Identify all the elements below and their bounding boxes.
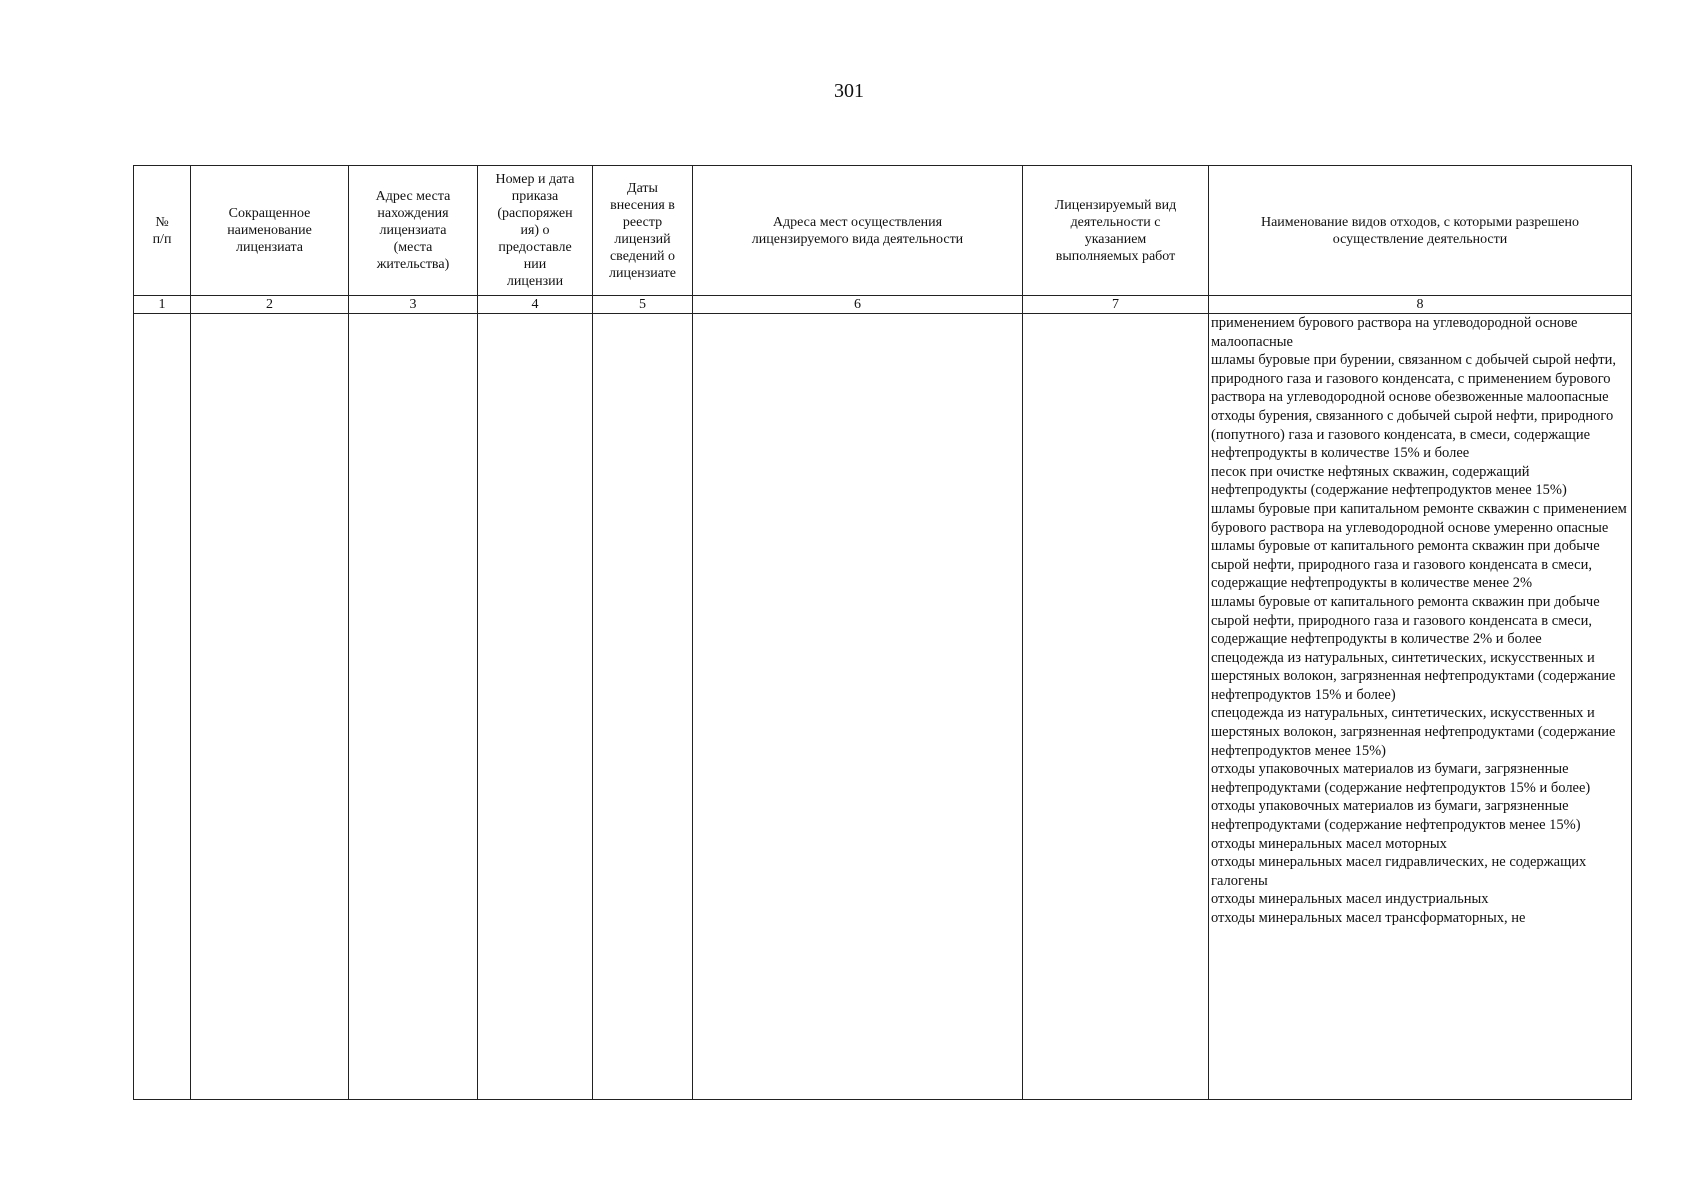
column-number: 2 [191,296,349,314]
column-number: 5 [593,296,693,314]
waste-item: отходы минеральных масел трансформаторных, не [1211,910,1526,926]
cell-licensee-name [191,314,349,1100]
header-label: Адрес места нахождения лицензиата (места жительства) [375,189,451,272]
header-cell-activity-addresses [693,166,1023,296]
header-label: Наименование видов отходов, с которыми разрешено осуществление деятельности [1260,214,1580,247]
header-label: № п/п [152,214,172,247]
column-numbers-row [134,296,1632,314]
header-cell-licensee-address [349,166,478,296]
cell-waste-types [1209,314,1632,1100]
header-row [134,166,1632,296]
cell-number [134,314,191,1100]
waste-item: отходы бурения, связанного с добычей сырой нефти, природного (попутного) газа и газового конденсата, в смеси, содержащие нефтепродукты в количестве 15% и более [1211,407,1614,462]
license-registry-table [133,165,1632,1100]
header-cell-number [134,166,191,296]
cell-registry-dates [593,314,693,1100]
waste-item: песок при очистке нефтяных скважин, содержащий нефтепродукты (содержание нефтепродуктов менее 15%) [1211,463,1567,499]
waste-item: шламы буровые при капитальном ремонте скважин с применением бурового раствора на углеводородной основе умеренно опасные [1211,500,1627,536]
cell-licensee-address [349,314,478,1100]
waste-item: спецодежда из натуральных, синтетических, искусственных и шерстяных волокон, загрязненная нефтепродуктами (содержание нефтепродуктов менее 15%) [1211,705,1616,759]
column-number: 6 [693,296,1023,314]
header-cell-waste-types [1209,166,1632,296]
cell-activity-addresses [693,314,1023,1100]
header-cell-registry-dates [593,166,693,296]
column-number: 4 [478,296,593,314]
waste-item: отходы минеральных масел гидравлических, не содержащих галогены [1211,854,1587,889]
page-number: 301 [834,80,864,102]
table-row [134,314,1632,1100]
cell-activity-type [1023,314,1209,1100]
header-cell-activity-type [1023,166,1209,296]
waste-item: отходы упаковочных материалов из бумаги, загрязненные нефтепродуктами (содержание нефтепродуктов 15% и более) [1211,761,1591,796]
waste-item: шламы буровые при бурении, связанном с добычей сырой нефти, природного газа и газового конденсата, с применением бурового раствора на углеводородной основе обезвоженные малоопасные [1211,352,1616,406]
header-cell-order [478,166,593,296]
waste-item: шламы буровые от капитального ремонта скважин при добыче сырой нефти, природного газа и газового конденсата в смеси, содержащие нефтепродукты в количестве 2% и более [1211,593,1600,648]
column-number: 3 [349,296,478,314]
waste-item: отходы упаковочных материалов из бумаги, загрязненные нефтепродуктами (содержание нефтепродуктов менее 15%) [1211,798,1581,834]
waste-item: отходы минеральных масел индустриальных [1211,891,1489,908]
column-number: 1 [134,296,191,314]
header-label: Сокращенное наименование лицензиата [227,206,312,255]
column-number: 8 [1209,296,1632,314]
waste-item: применением бурового раствора на углеводородной основе малоопасные [1211,315,1578,350]
header-label: Лицензируемый вид деятельности с указанием выполняемых работ [1054,197,1177,264]
header-cell-licensee-name [191,166,349,296]
header-label: Адреса мест осуществления лицензируемого вида деятельности [751,214,964,247]
header-label: Даты внесения в реестр лицензий сведений о лицензиате [609,180,676,281]
waste-item: шламы буровые от капитального ремонта скважин при добыче сырой нефти, природного газа и газового конденсата в смеси, содержащие нефтепродукты в количестве менее 2% [1211,538,1600,592]
column-number: 7 [1023,296,1209,314]
header-label: Номер и дата приказа (распоряжен ия) о предоставле нии лицензии [495,172,575,289]
cell-order [478,314,593,1100]
waste-item: отходы минеральных масел моторных [1211,835,1447,852]
waste-item: спецодежда из натуральных, синтетических, искусственных и шерстяных волокон, загрязненная нефтепродуктами (содержание нефтепродуктов 15% и более) [1211,649,1616,703]
